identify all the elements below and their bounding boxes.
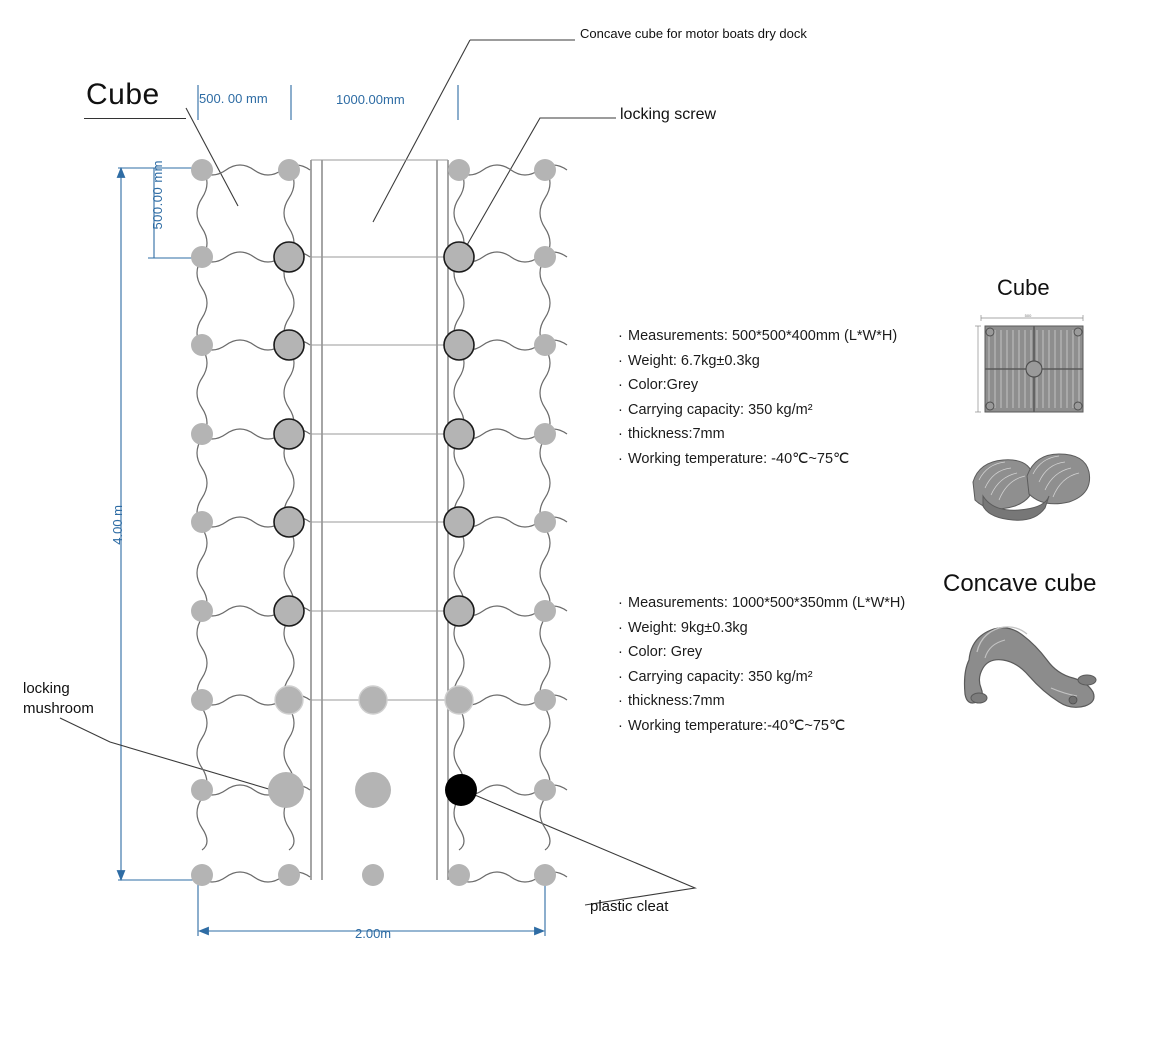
cube-title-underline xyxy=(84,118,186,119)
locking-screw-markers xyxy=(274,242,474,714)
concave-cube-image xyxy=(955,608,1110,718)
dimension-left-total: 4.00 m xyxy=(110,505,125,545)
cube-spec-item: · Weight: 6.7kg±0.3kg xyxy=(618,349,948,374)
svg-text:500: 500 xyxy=(1024,313,1032,318)
locking-screw-label: locking screw xyxy=(620,106,717,123)
concave-spec-item: · Weight: 9kg±0.3kg xyxy=(618,616,948,641)
plastic-cleat-marker xyxy=(445,774,477,806)
cube-isometric-image xyxy=(965,440,1097,522)
dimension-left-upper: 500.00 mm xyxy=(150,160,165,230)
cube-spec-item: · Carrying capacity: 350 kg/m² xyxy=(618,398,948,423)
dimension-top-right: 1000.00mm xyxy=(336,92,405,107)
concave-cube-spec-block xyxy=(618,591,948,738)
cube-spec-item: · Measurements: 500*500*400mm (L*W*H) xyxy=(618,324,948,349)
dimension-lines xyxy=(118,85,545,936)
concave-spec-item: · Color: Grey xyxy=(618,640,948,665)
cube-grid-outline xyxy=(197,160,567,882)
product-title-concave-cube: Concave cube xyxy=(943,570,1097,597)
cube-title-label: Cube xyxy=(86,78,160,111)
cube-spec-item: · Working temperature: -40℃~75℃ xyxy=(618,447,948,472)
locking-mushroom-label xyxy=(23,679,94,719)
plastic-cleat-label: plastic cleat xyxy=(590,898,669,915)
concave-spec-item: · Carrying capacity: 350 kg/m² xyxy=(618,665,948,690)
cube-spec-block xyxy=(618,324,948,471)
locking-mushroom-label-line1: locking xyxy=(23,680,70,697)
product-title-cube: Cube xyxy=(997,275,1050,300)
cube-spec-item: · thickness:7mm xyxy=(618,422,948,447)
dimension-bottom-total: 2.00m xyxy=(355,926,392,941)
concave-spec-item: · Measurements: 1000*500*350mm (L*W*H) xyxy=(618,591,948,616)
concave-spec-item: · thickness:7mm xyxy=(618,689,948,714)
cube-spec-item: · Color:Grey xyxy=(618,373,948,398)
locking-mushroom-markers xyxy=(268,772,391,808)
dimension-top-left: 500. 00 mm xyxy=(199,91,268,106)
locking-mushroom-label-line2: mushroom xyxy=(23,700,94,717)
concave-spec-item: · Working temperature:-40℃~75℃ xyxy=(618,714,948,739)
concave-cube-callout-label: Concave cube for motor boats dry dock xyxy=(580,26,807,41)
cube-top-view-image xyxy=(973,312,1090,417)
